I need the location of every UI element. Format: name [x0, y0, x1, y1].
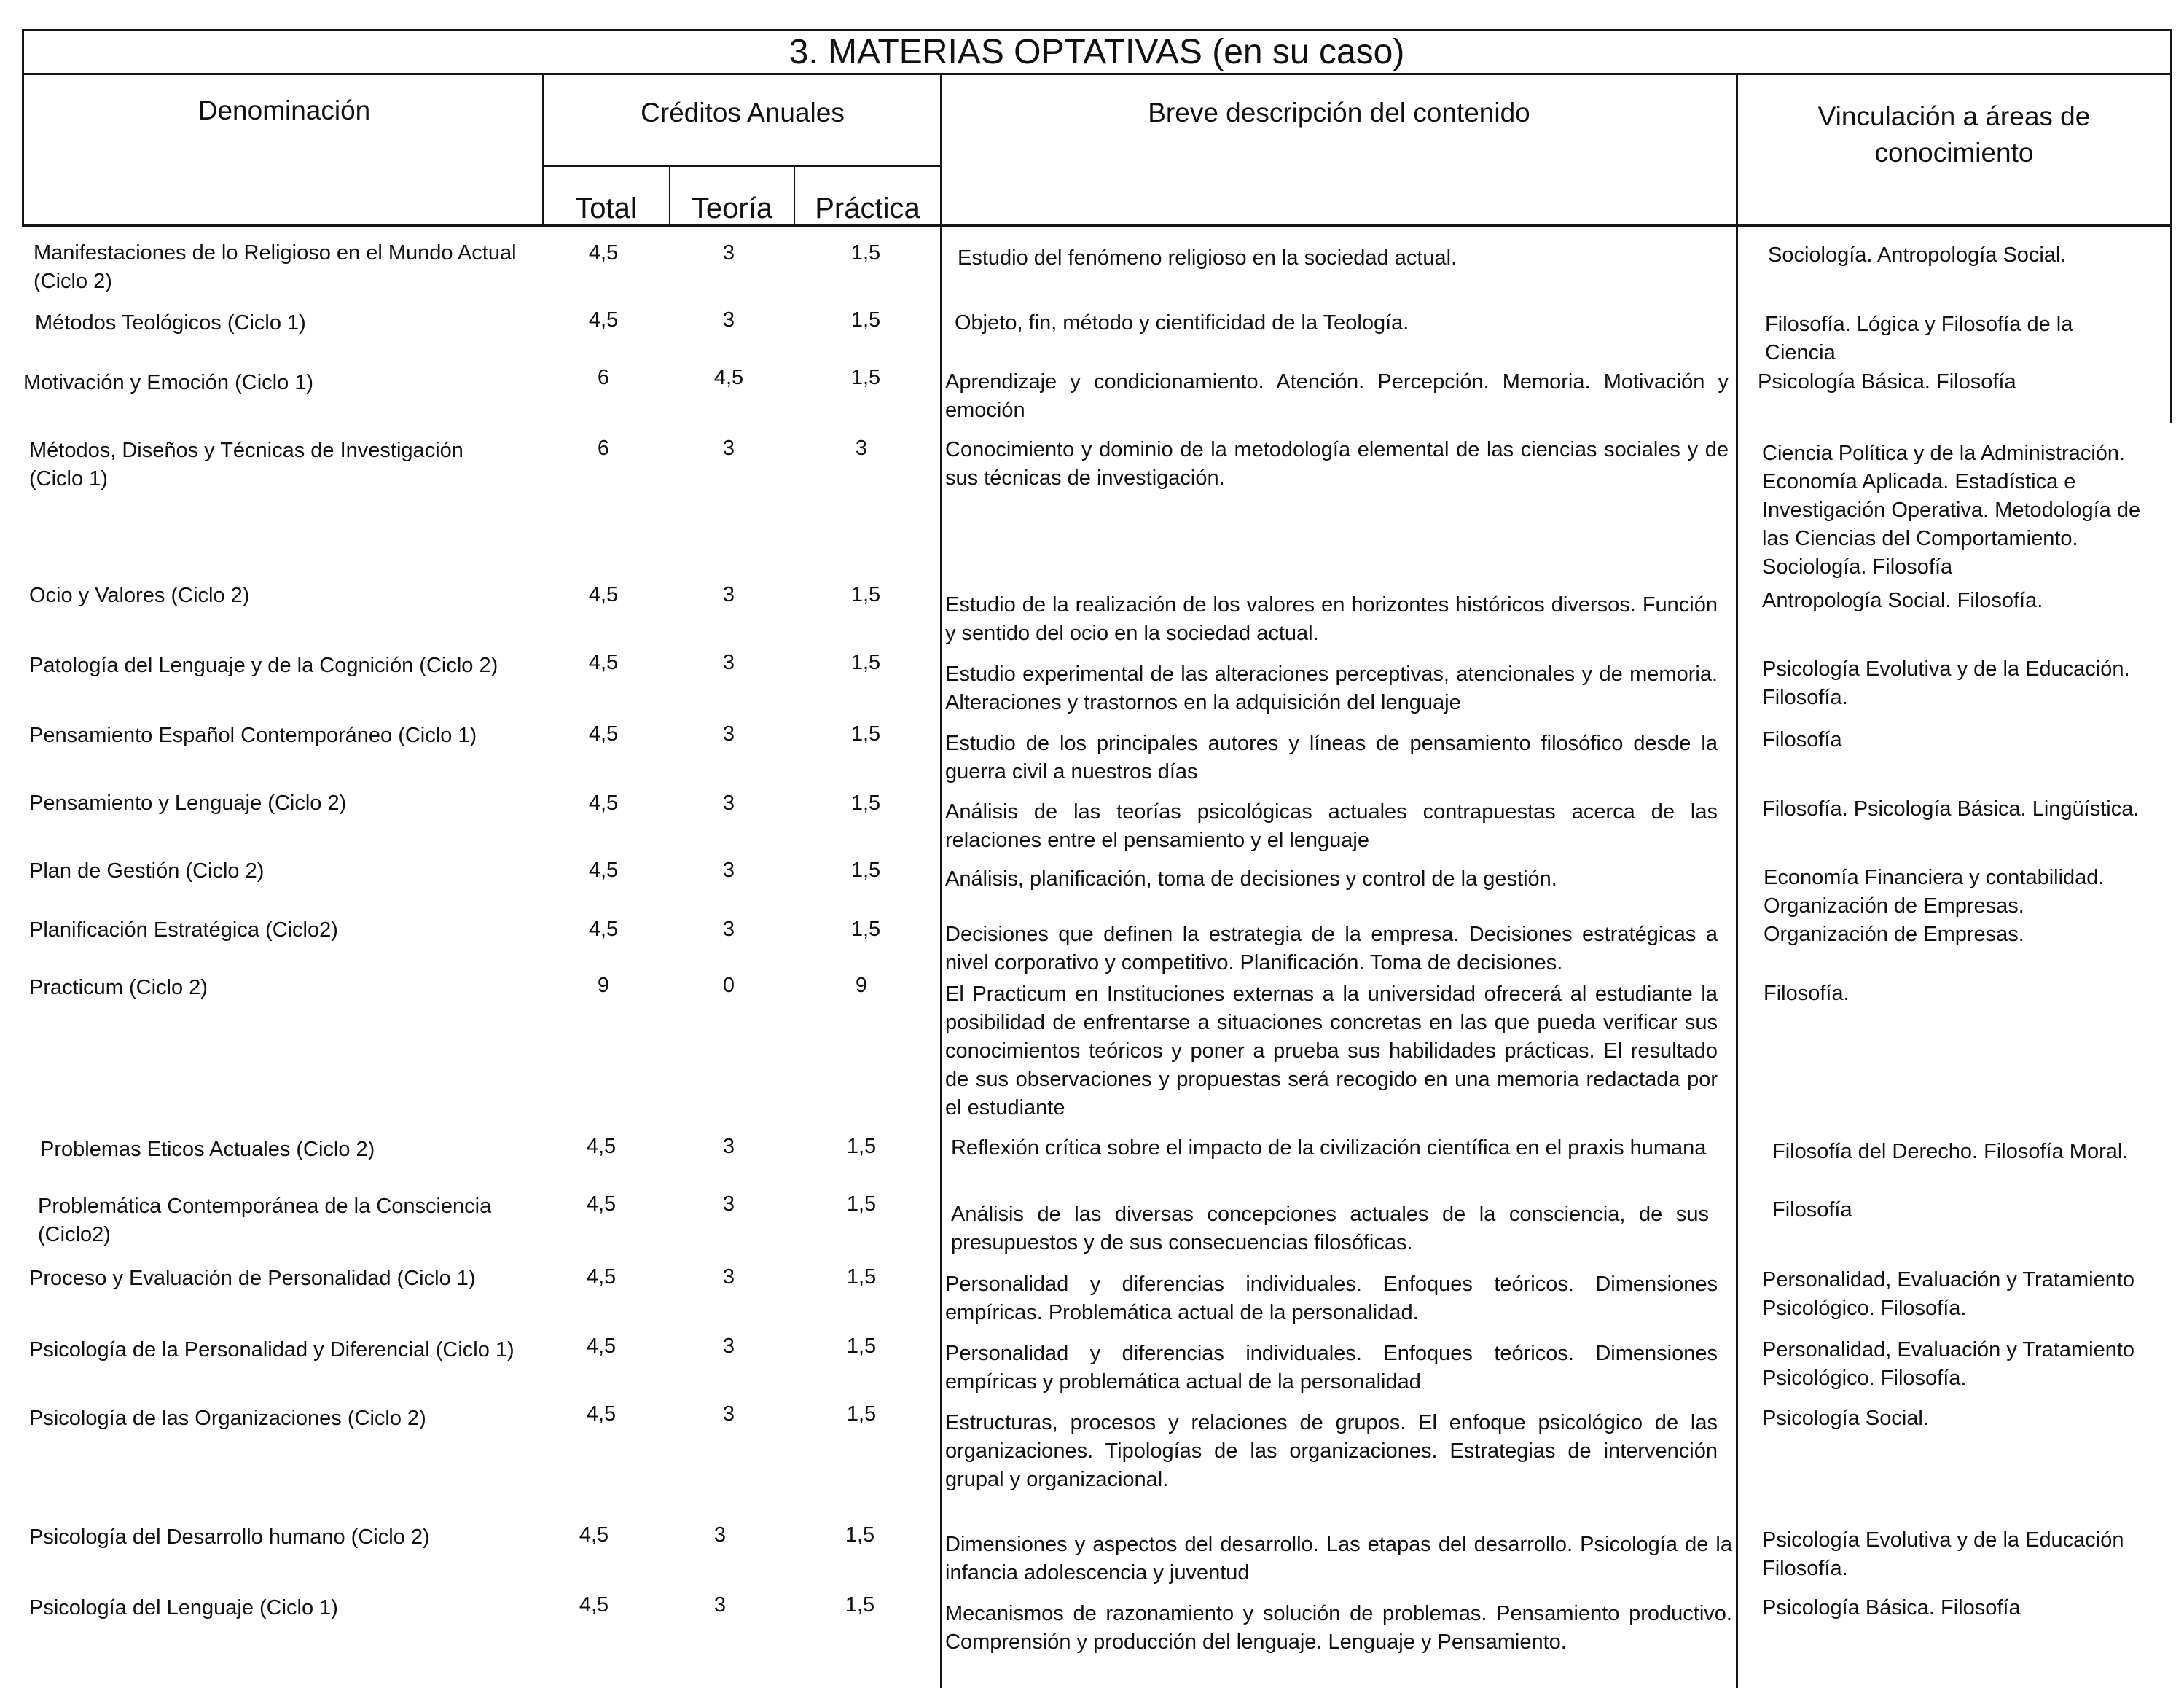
row-area: Filosofía. Psicología Básica. Lingüística. [1762, 797, 2140, 821]
row-teoria: 3 [722, 651, 735, 674]
row-name: Patología del Lenguaje y de la Cognición (Ciclo 2) [29, 654, 498, 677]
row-description: Análisis, planificación, toma de decisiones y control de la gestión. [945, 867, 1557, 891]
row-name: Métodos, Diseños y Técnicas de Investigación (Ciclo 1) [29, 439, 463, 491]
credits-underline [543, 165, 942, 167]
row-teoria: 3 [722, 437, 735, 460]
row-description: El Practicum en Instituciones externas a la universidad ofrecerá al estudiante la posibilidad de enfrentarse a situaciones concretas en las que pueda verificar sus conocimientos teóricos y poner a prueba sus habilidades prácticas. El resultado de sus observaciones y propuestas será recogido en una memoria redactada por el estudiante [945, 982, 1718, 1120]
row-practica: 9 [855, 974, 868, 997]
row-description: Estudio de los principales autores y líneas de pensamiento filosófico desde la guerra civil a nuestros días [945, 732, 1718, 784]
row-total: 4,5 [588, 583, 619, 606]
row-area: Psicología Social. [1762, 1407, 1929, 1430]
row-area: Sociología. Antropología Social. [1768, 243, 2067, 267]
row-description: Personalidad y diferencias individuales. Enfoques teóricos. Dimensiones empíricas. Problemática actual de la personalidad. [945, 1273, 1718, 1324]
row-practica: 1,5 [845, 1593, 875, 1617]
header-creditos: Créditos Anuales [641, 98, 845, 128]
row-area: Antropología Social. Filosofía. [1762, 589, 2043, 612]
header-denominacion: Denominación [197, 95, 371, 125]
header-vinculacion: Vinculación a áreas de conocimiento [1817, 101, 2091, 168]
row-name: Psicología de las Organizaciones (Ciclo 2) [29, 1407, 426, 1430]
row-name: Motivación y Emoción (Ciclo 1) [23, 371, 314, 394]
row-area: Psicología Básica. Filosofía [1762, 1596, 2021, 1619]
row-description: Personalidad y diferencias individuales. Enfoques teóricos. Dimensiones empíricas y problemática actual de la personalidad [945, 1342, 1718, 1394]
row-name: Psicología de la Personalidad y Diferencial (Ciclo 1) [29, 1338, 514, 1361]
row-name: Planificación Estratégica (Ciclo2) [29, 918, 338, 942]
row-area: Filosofía [1762, 728, 1842, 751]
row-description: Mecanismos de razonamiento y solución de problemas. Pensamiento productivo. Comprensión y producción del lenguaje. Lenguaje y Pensamiento. [945, 1602, 1732, 1654]
row-total: 4,5 [586, 1192, 617, 1216]
row-total: 4,5 [586, 1135, 617, 1158]
row-area: Psicología Evolutiva y de la Educación. Filosofía. [1762, 657, 2130, 709]
row-area: Psicología Evolutiva y de la Educación Filosofía. [1762, 1528, 2124, 1580]
row-name: Pensamiento y Lenguaje (Ciclo 2) [29, 792, 347, 815]
row-area: Psicología Básica. Filosofía [1758, 370, 2016, 394]
row-total: 4,5 [586, 1265, 617, 1289]
row-name: Ocio y Valores (Ciclo 2) [29, 584, 250, 607]
row-teoria: 3 [722, 792, 735, 815]
row-area: Filosofía. Lógica y Filosofía de la Ciencia [1765, 313, 2073, 364]
row-teoria: 3 [722, 1265, 735, 1289]
page-title: 3. MATERIAS OPTATIVAS (en su caso) [788, 33, 1405, 71]
row-teoria: 3 [722, 308, 735, 332]
row-practica: 1,5 [850, 308, 881, 332]
row-description: Estudio de la realización de los valores en horizontes históricos diversos. Función y sentido del ocio en la sociedad actual. [945, 593, 1718, 645]
row-name: Psicología del Lenguaje (Ciclo 1) [29, 1596, 338, 1619]
row-teoria: 3 [722, 241, 735, 265]
row-teoria: 0 [722, 974, 735, 997]
row-total: 6 [597, 437, 610, 460]
row-description: Aprendizaje y condicionamiento. Atención. Percepción. Memoria. Motivación y emoción [945, 370, 1729, 422]
row-total: 6 [597, 366, 610, 389]
row-total: 4,5 [588, 859, 619, 882]
row-area: Economía Financiera y contabilidad. Organización de Empresas. [1764, 866, 2105, 918]
row-area: Filosofía del Derecho. Filosofía Moral. [1772, 1140, 2129, 1163]
row-teoria: 3 [722, 1192, 735, 1216]
col-sep-credits-desc [940, 73, 942, 1688]
row-description: Reflexión crítica sobre el impacto de la civilización científica en el praxis humana [951, 1136, 1707, 1160]
header-descripcion: Breve descripción del contenido [1148, 98, 1530, 128]
row-name: Pensamiento Español Contemporáneo (Ciclo 1) [29, 724, 477, 747]
row-practica: 1,5 [850, 918, 881, 941]
row-practica: 1,5 [850, 651, 881, 674]
row-name: Manifestaciones de lo Religioso en el Mundo Actual (Ciclo 2) [34, 241, 517, 293]
row-teoria: 3 [713, 1593, 727, 1617]
row-teoria: 3 [722, 722, 735, 746]
row-practica: 1,5 [845, 1523, 875, 1547]
header-practica: Práctica [815, 192, 920, 224]
row-practica: 1,5 [846, 1402, 877, 1426]
row-name: Problemas Eticos Actuales (Ciclo 2) [40, 1138, 375, 1161]
row-total: 4,5 [588, 651, 619, 674]
row-practica: 1,5 [850, 792, 881, 815]
row-total: 4,5 [579, 1523, 609, 1547]
row-description: Objeto, fin, método y cientificidad de la Teología. [955, 311, 1409, 335]
row-name: Psicología del Desarrollo humano (Ciclo 2) [29, 1525, 430, 1549]
row-area: Filosofía. [1764, 982, 1850, 1005]
row-total: 4,5 [586, 1402, 617, 1426]
row-teoria: 3 [722, 918, 735, 941]
row-practica: 1,5 [846, 1335, 877, 1358]
row-area: Ciencia Política y de la Administración. Economía Aplicada. Estadística e Investigación Operativa. Metodología de las Ciencias del Comportamiento. Sociología. Filosofía [1762, 442, 2141, 579]
row-teoria: 3 [722, 1135, 735, 1158]
row-area: Filosofía [1772, 1198, 1852, 1222]
row-description: Estudio del fenómeno religioso en la sociedad actual. [958, 246, 1457, 270]
row-practica: 1,5 [850, 583, 881, 606]
row-description: Estudio experimental de las alteraciones perceptivas, atencionales y de memoria. Alteraciones y trastornos en la adquisición del lenguaje [945, 663, 1718, 714]
row-practica: 1,5 [850, 366, 881, 389]
row-practica: 1,5 [850, 722, 881, 746]
row-total: 4,5 [588, 241, 619, 265]
row-teoria: 3 [713, 1523, 727, 1547]
row-total: 4,5 [579, 1593, 609, 1617]
row-description: Estructuras, procesos y relaciones de grupos. El enfoque psicológico de las organizaciones. Tipologías de las organizaciones. Estrategias de intervención grupal y organizacional. [945, 1411, 1718, 1491]
row-area: Personalidad, Evaluación y Tratamiento Psicológico. Filosofía. [1762, 1268, 2135, 1320]
header-total: Total [575, 192, 637, 224]
row-name: Proceso y Evaluación de Personalidad (Ciclo 1) [29, 1267, 476, 1290]
row-total: 4,5 [588, 722, 619, 746]
row-total: 4,5 [588, 918, 619, 941]
row-total: 9 [597, 974, 610, 997]
col-sep-desc-area [1736, 73, 1738, 1688]
row-description: Análisis de las diversas concepciones actuales de la consciencia, de sus presupuestos y de sus consecuencias filosóficas. [951, 1203, 1709, 1254]
row-name: Problemática Contemporánea de la Consciencia (Ciclo2) [38, 1195, 492, 1246]
row-total: 4,5 [588, 308, 619, 332]
row-practica: 3 [855, 437, 868, 460]
row-teoria: 3 [722, 1402, 735, 1426]
table-right-border [2170, 29, 2172, 423]
row-practica: 1,5 [846, 1135, 877, 1158]
row-description: Decisiones que definen la estrategia de la empresa. Decisiones estratégicas a nivel corporativo y competitivo. Planificación. Toma de decisiones. [945, 923, 1718, 974]
row-teoria: 3 [722, 583, 735, 606]
row-name: Practicum (Ciclo 2) [29, 976, 208, 999]
header-bottom-border [22, 224, 2172, 227]
row-description: Análisis de las teorías psicológicas actuales contrapuestas acerca de las relaciones entre el pensamiento y el lenguaje [945, 800, 1718, 852]
row-area: Personalidad, Evaluación y Tratamiento Psicológico. Filosofía. [1762, 1338, 2135, 1390]
row-description: Dimensiones y aspectos del desarrollo. Las etapas del desarrollo. Psicología de la infancia adolescencia y juventud [945, 1533, 1732, 1585]
row-practica: 1,5 [846, 1265, 877, 1289]
row-teoria: 3 [722, 1335, 735, 1358]
row-practica: 1,5 [850, 241, 881, 265]
header-teoria: Teoría [691, 192, 773, 224]
row-practica: 1,5 [850, 859, 881, 882]
row-description: Conocimiento y dominio de la metodología elemental de las ciencias sociales y de sus técnicas de investigación. [945, 438, 1729, 490]
row-practica: 1,5 [846, 1192, 877, 1216]
row-teoria: 4,5 [713, 366, 744, 389]
row-total: 4,5 [588, 792, 619, 815]
row-teoria: 3 [722, 859, 735, 882]
row-name: Métodos Teológicos (Ciclo 1) [35, 311, 306, 335]
row-total: 4,5 [586, 1335, 617, 1358]
row-area: Organización de Empresas. [1764, 923, 2024, 946]
row-name: Plan de Gestión (Ciclo 2) [29, 859, 265, 883]
